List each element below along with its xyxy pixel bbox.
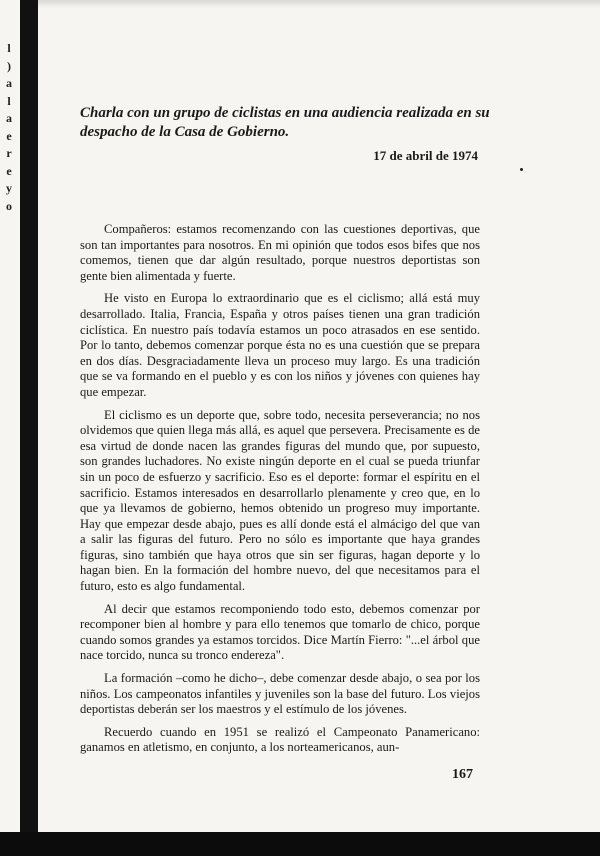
margin-letter: e	[6, 128, 12, 143]
margin-bleed-letters	[2, 40, 16, 215]
scan-bottom-edge	[0, 832, 600, 856]
paragraph: He visto en Europa lo extraordinario que es el ciclismo; allá está muy desarrollado. Italia, Francia, España y otros países tienen una gran tradición ciclística. En nuestro país todavía estamos un poco atrasados en ese sentido. Por lo tanto, debemos comenzar porque ésta no es una cuestión que se prepara en dos días. Desgraciadamente lleva un proceso muy largo. Es una tradición que se va formando en el pueblo y es con los niños y jóvenes con quienes hay que empezar.	[80, 291, 480, 399]
margin-letter: o	[6, 198, 12, 213]
speech-date: 17 de abril de 1974	[373, 148, 478, 163]
ink-speck	[520, 168, 523, 171]
paragraph: Al decir que estamos recomponiendo todo esto, debemos comenzar por recomponer bien al hombre y para ello tenemos que tomarlo de chico, porque cuando somos grandes ya estamos torcidos. Dice Martín Fierro: "...el árbol que nace torcido, nunca su tronco endereza".	[80, 601, 480, 663]
margin-letter: l	[7, 93, 11, 108]
page-number: 167	[452, 767, 473, 782]
paragraph: Recuerdo cuando en 1951 se realizó el Campeonato Panamericano: ganamos en atletismo, en conjunto, a los norteamericanos, aun-	[80, 724, 480, 755]
margin-letter: )	[7, 58, 11, 73]
body-text	[80, 222, 480, 763]
binding-gutter-bar	[20, 0, 38, 856]
paragraph: Compañeros: estamos recomenzando con las cuestiones deportivas, que son tan importantes para nosotros. En mi opinión que todos esos bifes que nos comemos, tienen que dar algún resultado, porque nuestros deportistas son gente bien alimentada y fuerte.	[80, 222, 480, 283]
paragraph: La formación –como he dicho–, debe comenzar desde abajo, o sea por los niños. Los campeonatos infantiles y juveniles son la base del futuro. Los viejos deportistas deberán ser los maestros y el estímulo de los jóvenes.	[80, 671, 480, 717]
margin-letter: a	[6, 111, 12, 125]
section-heading: Charla con un grupo de ciclistas en una audiencia realizada en su despacho de la Casa de Gobierno.	[80, 105, 490, 140]
page-top-shadow	[38, 0, 600, 8]
margin-letter: a	[6, 76, 12, 90]
margin-letter: l	[7, 41, 11, 55]
margin-letter: r	[6, 146, 12, 160]
margin-letter: y	[6, 181, 12, 195]
margin-letter: e	[6, 163, 12, 178]
paragraph: El ciclismo es un deporte que, sobre todo, necesita perseverancia; no nos olvidemos que quien llega más allá, es aquel que persevera. Precisamente es de esa virtud de donde nacen las grandes figuras del mundo que, por supuesto, son grandes luchadores. No existe ningún deporte en el cual se pueda triunfar sin un poco de esfuerzo y sacrificio. Eso es el deporte: formar el espíritu en el sacrificio. Estamos interesados en desarrollarlo plenamente y creo que, en lo que ya llevamos de gobierno, hemos obtenido un progreso muy importante. Hay que empezar desde abajo, pues es allí donde está el almácigo del que van a salir las figuras del futuro. Pero no sólo es importante que haya grandes figuras, sino también que haya otros que sin ser figuras, hagan deporte y lo hagan bien. En la formación del hombre nuevo, del que necesitamos para el futuro, esto es algo fundamental.	[80, 407, 480, 594]
